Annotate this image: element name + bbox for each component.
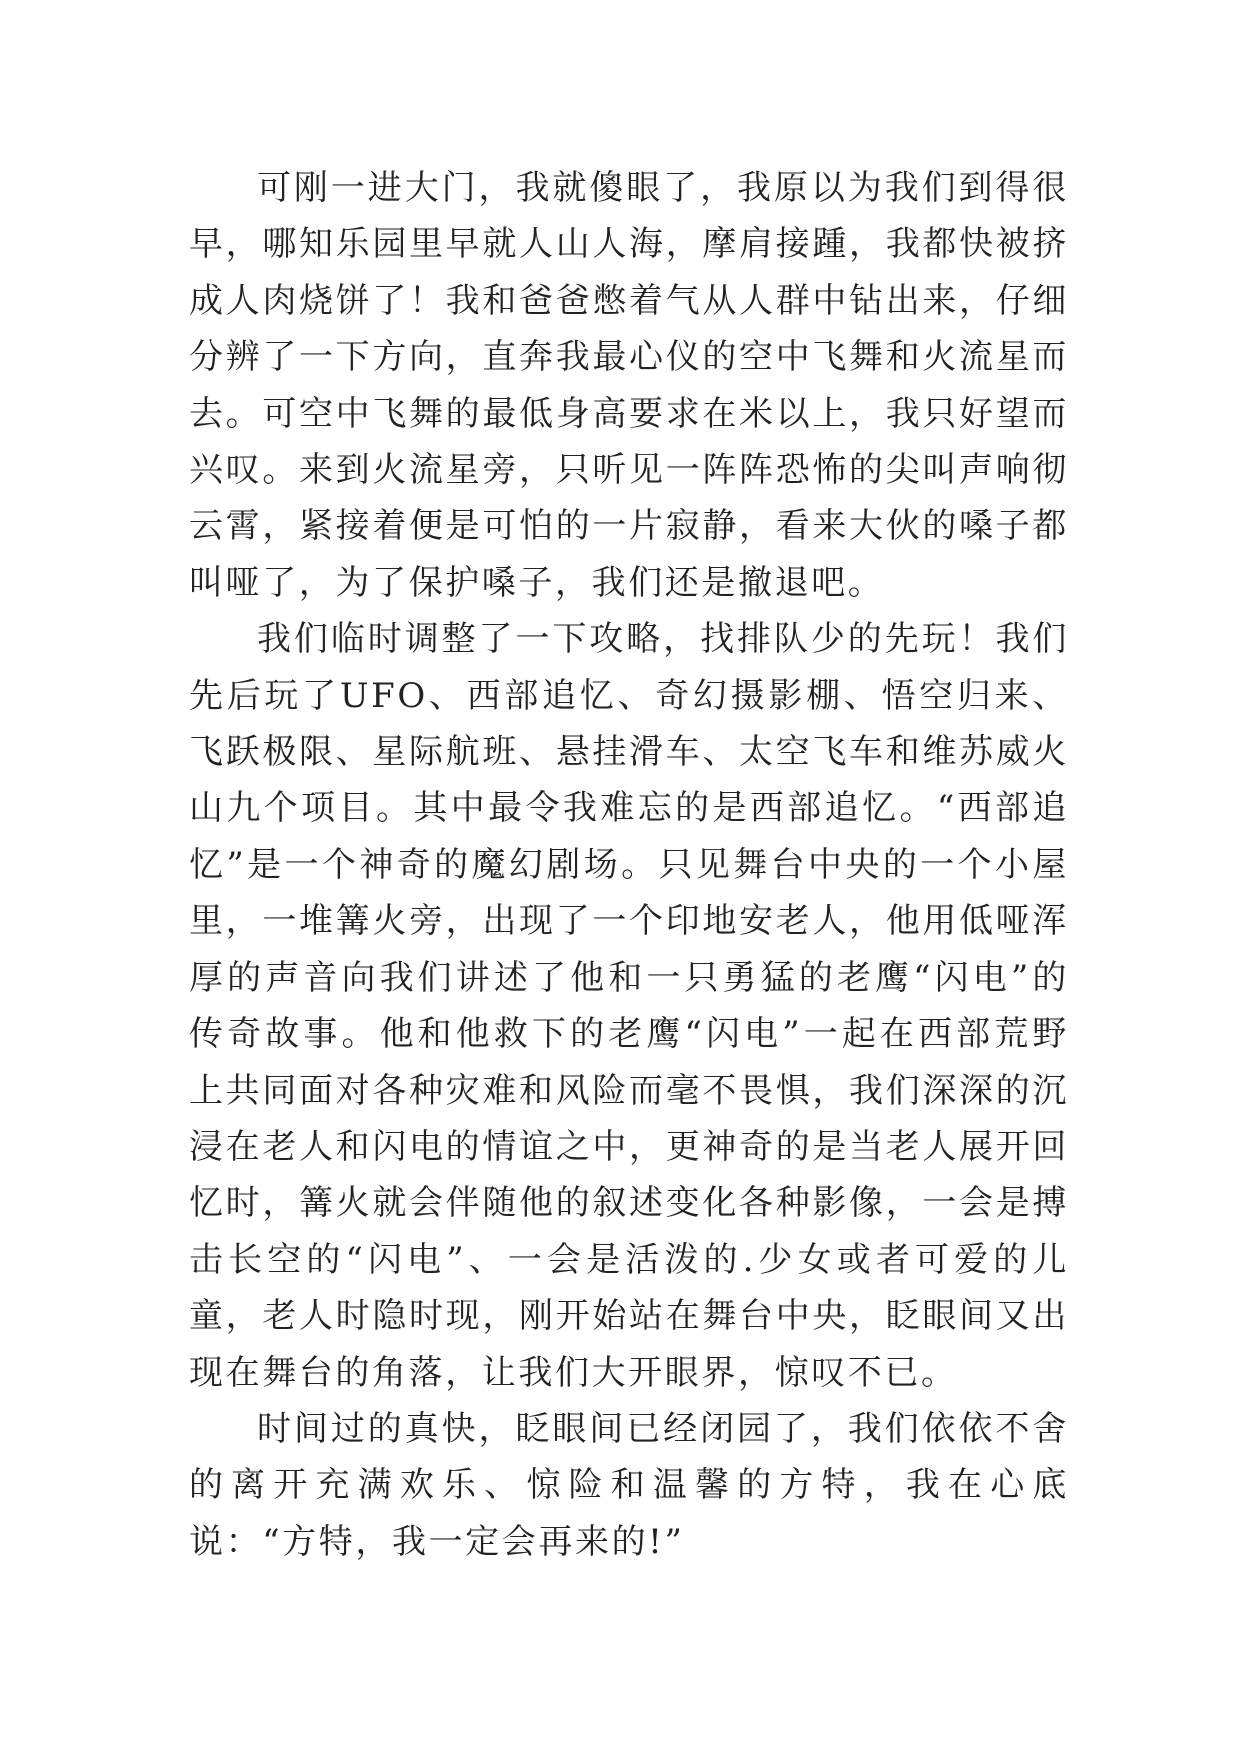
paragraph-1: 可刚一进大门，我就傻眼了，我原以为我们到得很早，哪知乐园里早就人山人海，摩肩接踵，我都快被挤成人肉烧饼了！我和爸爸憋着气从人群中钻出来，仔细分辨了一下方向，直奔我最心仪的空中飞舞和火流星而去。可空中飞舞的最低身高要求在米以上，我只好望而兴叹。来到火流星旁，只听见一阵阵恐怖的尖叫声响彻云霄，紧接着便是可怕的一片寂静，看来大伙的嗓子都叫哑了，为了保护嗓子，我们还是撤退吧。 [189, 168, 1069, 603]
document-body [189, 160, 1069, 1570]
paragraph-3: 时间过的真快，眨眼间已经闭园了，我们依依不舍的离开充满欢乐、惊险和温馨的方特，我在心底说：“方特，我一定会再来的!” [189, 1408, 1069, 1562]
paragraph-2: 我们临时调整了一下攻略，找排队少的先玩！我们先后玩了UFO、西部追忆、奇幻摄影棚、悟空归来、飞跃极限、星际航班、悬挂滑车、太空飞车和维苏威火山九个项目。其中最令我难忘的是西部追忆。“西部追忆”是一个神奇的魔幻剧场。只见舞台中央的一个小屋里，一堆篝火旁，出现了一个印地安老人，他用低哑浑厚的声音向我们讲述了他和一只勇猛的老鹰“闪电”的传奇故事。他和他救下的老鹰“闪电”一起在西部荒野上共同面对各种灾难和风险而毫不畏惧，我们深深的沉浸在老人和闪电的情谊之中，更神奇的是当老人展开回忆时，篝火就会伴随他的叙述变化各种影像，一会是搏击长空的“闪电”、一会是活泼的.少女或者可爱的儿童，老人时隐时现，刚开始站在舞台中央，眨眼间又出现在舞台的角落，让我们大开眼界，惊叹不已。 [189, 619, 1069, 1393]
